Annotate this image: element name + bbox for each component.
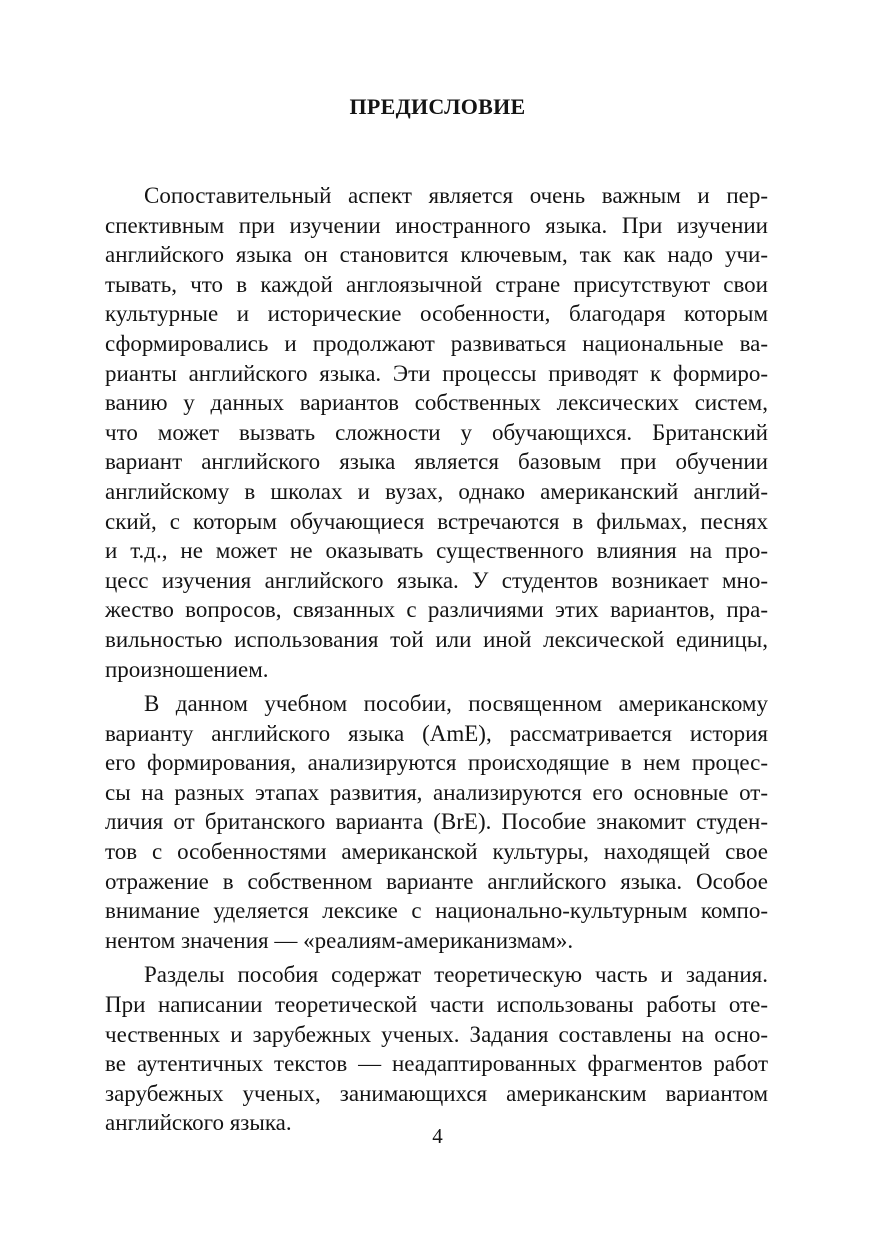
text-line: цесс изучения английского языка. У студентов возникает мно-	[105, 567, 768, 593]
page-number: 4	[432, 1124, 443, 1148]
text-line: культурные и исторические особенности, благодаря которым	[105, 301, 768, 327]
paragraph-2	[105, 689, 768, 955]
text-line: внимание уделяется лексике с национально-культурным компо-	[105, 898, 768, 924]
text-line: и т.д., не может не оказывать существенного влияния на про-	[105, 538, 768, 564]
text-line: ванию у данных вариантов собственных лексических систем,	[105, 390, 768, 416]
text-line: английскому в школах и вузах, однако американский англий-	[105, 478, 768, 504]
paragraph-1	[105, 181, 768, 684]
page-title: ПРЕДИСЛОВИЕ	[349, 94, 526, 119]
text-line: тов с особенностями американской культуры, находящей свое	[105, 839, 768, 865]
text-line: что может вызвать сложности у обучающихся. Британский	[105, 419, 768, 445]
text-line: жество вопросов, связанных с различиями этих вариантов, пра-	[105, 597, 768, 623]
text-line: отражение в собственном варианте английского языка. Особое	[105, 868, 768, 894]
text-line: вильностью использования той или иной лексической единицы,	[105, 626, 768, 652]
paragraph-3	[105, 960, 768, 1138]
text-line: вариант английского языка является базовым при обучении	[105, 449, 768, 475]
text-line: Сопоставительный аспект является очень важным и пер-	[144, 183, 768, 208]
text-line: сформировались и продолжают развиваться национальные ва-	[105, 330, 768, 356]
text-line: его формирования, анализируются происходящие в нем процес-	[105, 750, 768, 776]
body-text	[105, 181, 768, 1143]
text-line: сы на разных этапах развития, анализируются его основные от-	[105, 779, 768, 805]
text-line: тывать, что в каждой англоязычной стране присутствуют свои	[105, 271, 768, 297]
text-line: варианту английского языка (AmE), рассматривается история	[105, 720, 768, 746]
text-line: В данном учебном пособии, посвященном американскому	[144, 691, 768, 717]
text-line: личия от британского варианта (BrE). Пособие знакомит студен-	[105, 809, 768, 835]
text-line: спективным при изучении иностранного языка. При изучении	[105, 212, 768, 238]
text-line: произношением.	[105, 656, 269, 682]
text-line: При написании теоретической части использованы работы оте-	[105, 992, 768, 1018]
text-line: английского языка он становится ключевым, так как надо учи-	[105, 242, 768, 268]
text-line: чественных и зарубежных ученых. Задания составлены на осно-	[105, 1021, 768, 1047]
text-line: ве аутентичных текстов — неадаптированных фрагментов работ	[105, 1051, 768, 1077]
text-line: нентом значения — «реалиям-американизмам».	[105, 927, 574, 953]
text-line: рианты английского языка. Эти процессы приводят к формиро-	[105, 360, 768, 386]
text-line: зарубежных ученых, занимающихся американским вариантом	[105, 1080, 768, 1106]
text-line: ский, с которым обучающиеся встречаются в фильмах, песнях	[105, 508, 768, 534]
text-line: английского языка.	[105, 1110, 292, 1136]
text-line: Разделы пособия содержат теоретическую часть и задания.	[144, 962, 768, 988]
